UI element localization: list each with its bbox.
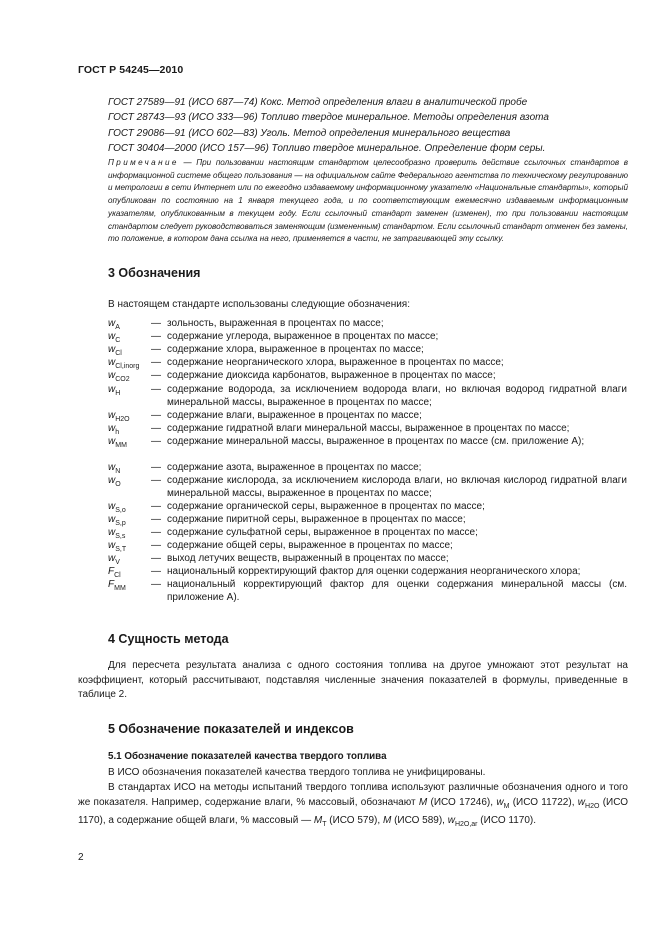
symbol-text: содержание общей серы, выраженное в процентах по массе; bbox=[167, 540, 453, 551]
section-4-text: Для пересчета результата анализа с одного состояния топлива на другое умножают этот результат на коэффициент, который рассчитывают, подставляя численные значения показателей в формулы, приведенные в таблице 2. bbox=[78, 660, 628, 700]
symbol-text: содержание неорганического хлора, выраженное в процентах по массе; bbox=[167, 357, 504, 368]
symbol: $w_{S,T}$ bbox=[108, 540, 127, 553]
dash: — bbox=[151, 384, 161, 395]
dash: — bbox=[151, 501, 161, 512]
dash: — bbox=[151, 410, 161, 421]
symbol-text: содержание азота, выраженное в процентах по массе; bbox=[167, 462, 422, 473]
symbol: $w_V$ bbox=[108, 553, 120, 566]
symbol-text: содержание органической серы, выраженное в процентах по массе; bbox=[167, 501, 485, 512]
symbol: $w_{S,s}$ bbox=[108, 527, 126, 540]
symbol: $w_C$ bbox=[108, 331, 121, 344]
document-header: ГОСТ Р 54245—2010 bbox=[78, 64, 184, 76]
section-3-intro: В настоящем стандарте использованы следующие обозначения: bbox=[108, 299, 411, 310]
dash: — bbox=[151, 436, 161, 447]
dash: — bbox=[151, 423, 161, 434]
symbol: $w_H$ bbox=[108, 384, 121, 397]
reference-item: ГОСТ 29086—91 (ИСО 602—83) Уголь. Метод определения минерального вещества bbox=[108, 127, 511, 139]
symbol-text: содержание сульфатной серы, выраженное в процентах по массе; bbox=[167, 527, 478, 538]
symbol-text: содержание диоксида карбонатов, выраженное в процентах по массе; bbox=[167, 370, 496, 381]
dash: — bbox=[151, 527, 161, 538]
symbol: $w_{Cl}$ bbox=[108, 344, 122, 357]
reference-list bbox=[108, 95, 628, 157]
dash: — bbox=[151, 540, 161, 551]
dash: — bbox=[151, 514, 161, 525]
reference-item: ГОСТ 27589—91 (ИСО 687—74) Кокс. Метод определения влаги в аналитической пробе bbox=[108, 97, 528, 108]
section-3-title: 3 Обозначения bbox=[108, 266, 201, 280]
symbol-text: выход летучих веществ, выраженный в процентах по массе; bbox=[167, 553, 449, 564]
symbol-text: содержание минеральной массы, выраженное в процентах по массе (см. приложение А); bbox=[167, 436, 585, 447]
symbol-text: национальный корректирующий фактор для оценки содержания минеральной массы (см. приложение А). bbox=[167, 579, 627, 603]
symbol-text: содержание углерода, выраженное в процентах по массе; bbox=[167, 331, 439, 342]
dash: — bbox=[151, 462, 161, 473]
symbol-text: зольность, выраженная в процентах по массе; bbox=[167, 318, 384, 329]
note-text: — При пользовании настоящим стандартом целесообразно проверить действие ссылочных стандартов в информационной системе общего пользования — на официальном сайте Федерального агентства по техническому регулированию и метрологии в сети Интернет или по ежегодно издаваемому информационному указателю «Национальные стандарты», который опубликован по состоянию на 1 января текущего года, и по соответствующим ежемесячно издаваемым информационным указателям, опубликованным в текущем году. Если ссылочный стандарт заменен (изменен), то при пользовании настоящим стандартом следует руководствоваться заменяющим (измененным) стандартом. Если ссылочный стандарт отменен без замены, то положение, в котором дана ссылка на него, применяется в части, не затрагивающей эту ссылку. bbox=[108, 158, 628, 244]
subsection-5-1-title: 5.1 Обозначение показателей качества твердого топлива bbox=[108, 751, 387, 762]
symbol-text: содержание гидратной влаги минеральной массы, выраженное в процентах по массе; bbox=[167, 423, 570, 434]
symbol-text: содержание влаги, выраженное в процентах по массе; bbox=[167, 410, 422, 421]
symbol: $w_{CO2}$ bbox=[108, 370, 130, 383]
dash: — bbox=[151, 475, 161, 486]
symbol: $w_{MM}$ bbox=[108, 436, 127, 449]
dash: — bbox=[151, 553, 161, 564]
symbol: $w_{S,p}$ bbox=[108, 514, 126, 527]
symbol: $w_h$ bbox=[108, 423, 120, 436]
symbol-text: содержание хлора, выраженное в процентах по массе; bbox=[167, 344, 424, 355]
symbol-text: содержание пиритной серы, выраженное в процентах по массе; bbox=[167, 514, 466, 525]
symbol-text: национальный корректирующий фактор для оценки содержания неорганического хлора; bbox=[167, 566, 581, 577]
note-label: Примечание bbox=[108, 158, 179, 167]
dash: — bbox=[151, 344, 161, 355]
symbol: $F_{Cl}$ bbox=[108, 566, 121, 579]
dash: — bbox=[151, 318, 161, 329]
symbol: $w_O$ bbox=[108, 475, 121, 488]
symbol: $w_N$ bbox=[108, 462, 121, 475]
symbol: $w_{Cl,inorg}$ bbox=[108, 357, 140, 370]
page-number: 2 bbox=[78, 852, 84, 863]
symbol: $w_{S,o}$ bbox=[108, 501, 126, 514]
section-5-title: 5 Обозначение показателей и индексов bbox=[108, 722, 354, 736]
section-5-paragraph-2: В стандартах ИСО на методы испытаний твердого топлива используют различные обозначения одного и того же показателя. Например, содержание влаги, % массовый, обозначают M (ИСО 17246), $w_M$ (ИСО 11722), $w_{H2O}$ (ИСО 1170), а содержание общей влаги, % массовый — $M_T$ (ИСО 579), M (ИСО 589), $w_{H2O,ar}$ (ИСО 1170). bbox=[78, 782, 629, 828]
symbol-text: содержание кислорода, за исключением кислорода влаги, но включая кислород гидратной влаги минеральной массы, выраженное в процентах по массе; bbox=[167, 475, 627, 499]
dash: — bbox=[151, 566, 161, 577]
dash: — bbox=[151, 370, 161, 381]
dash: — bbox=[151, 357, 161, 368]
symbol: $F_{MM}$ bbox=[108, 579, 126, 592]
dash: — bbox=[151, 579, 161, 590]
symbol-text: содержание водорода, за исключением водорода влаги, но включая водород гидратной влаги минеральной массы, выраженное в процентах по массе; bbox=[167, 384, 627, 408]
reference-item: ГОСТ 28743—93 (ИСО 333—96) Топливо твердое минеральное. Методы определения азота bbox=[108, 112, 549, 124]
note-paragraph bbox=[108, 157, 628, 246]
symbol: $w_A$ bbox=[108, 318, 120, 331]
symbol: $w_{H2O}$ bbox=[108, 410, 130, 423]
dash: — bbox=[151, 331, 161, 342]
reference-item: ГОСТ 30404—2000 (ИСО 157—96) Топливо твердое минеральное. Определение форм серы. bbox=[108, 143, 546, 155]
section-4-title: 4 Сущность метода bbox=[108, 632, 229, 646]
section-5-paragraph-1: В ИСО обозначения показателей качества твердого топлива не унифицированы. bbox=[108, 767, 486, 778]
